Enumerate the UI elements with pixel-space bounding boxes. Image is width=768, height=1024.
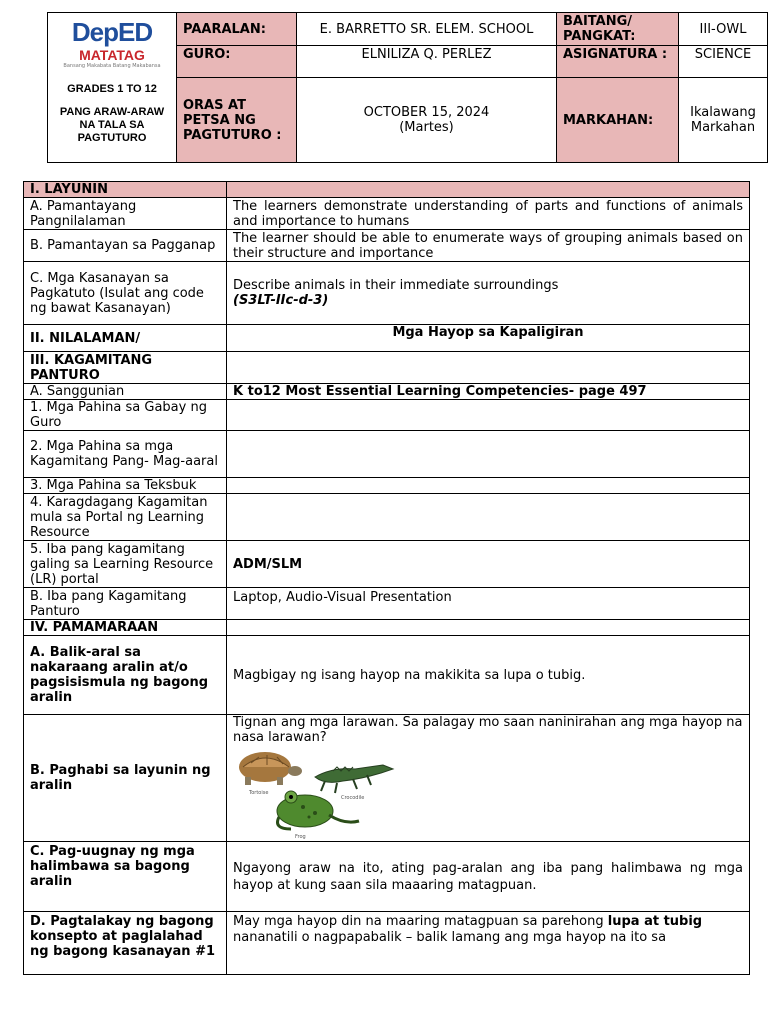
karagdagang-kagamitan-label: 4. Karagdagang Kagamitan mula sa Portal ng Learning Resource: [24, 494, 227, 541]
paghabi-value: Tignan ang mga larawan. Sa palagay mo saan naninirahan ang mga hayop na nasa larawan?: [233, 715, 743, 745]
pamantayang-pangnilalaman-value: The learners demonstrate understanding of parts and functions of animals and importance to humans: [227, 198, 750, 230]
baitang-value: III-OWL: [679, 13, 768, 46]
pag-uugnay-label: C. Pag-uugnay ng mga halimbawa sa bagong aralin: [24, 842, 227, 912]
tortoise-image: [239, 752, 302, 785]
balik-aral-value: Magbigay ng isang hayop na makikita sa lupa o tubig.: [227, 636, 750, 715]
deped-logo: DepED: [71, 17, 153, 47]
pagtalakay-text-a: May mga hayop din na maaring matagpuan sa parehong: [233, 914, 608, 929]
gabay-guro-label: 1. Mga Pahina sa Gabay ng Guro: [24, 400, 227, 431]
lr-portal-label: 5. Iba pang kagamitang galing sa Learning Resource (LR) portal: [24, 541, 227, 588]
pamamaraan-heading: IV. PAMAMARAAN: [24, 620, 227, 636]
kasanayan-cell: [227, 262, 750, 325]
balik-aral-label: A. Balik-aral sa nakaraang aralin at/o pagsisismula ng bagong aralin: [24, 636, 227, 715]
tala-label: PANG ARAW-ARAW NA TALA SA PAGTUTURO: [59, 106, 165, 144]
nilalaman-heading: II. NILALAMAN/: [24, 325, 227, 352]
logo-cell: [48, 13, 177, 163]
baitang-label: BAITANG/ PANGKAT:: [557, 13, 679, 46]
date-value: OCTOBER 15, 2024: [363, 105, 490, 120]
paghabi-label: B. Paghabi sa layunin ng aralin: [24, 715, 227, 842]
asignatura-label: ASIGNATURA :: [557, 46, 679, 78]
teksbuk-value: [227, 478, 750, 494]
layunin-heading: I. LAYUNIN: [24, 182, 227, 198]
sanggunian-label: A. Sanggunian: [24, 384, 227, 400]
animal-illustrations: [233, 745, 753, 837]
layunin-empty: [227, 182, 750, 198]
header-table: [47, 12, 768, 163]
kagamitang-mag-aaral-value: [227, 431, 750, 478]
nilalaman-value: Mga Hayop sa Kapaligiran: [227, 325, 750, 352]
kasanayan-value: Describe animals in their immediate surroundings: [233, 278, 559, 293]
paghabi-cell: [227, 715, 750, 842]
guro-label: GURO:: [177, 46, 297, 78]
pagtalakay-label: D. Pagtalakay ng bagong konsepto at paglalahad ng bagong kasanayan #1: [24, 912, 227, 975]
kagamitang-mag-aaral-label: 2. Mga Pahina sa mga Kagamitang Pang- Mag-aaral: [24, 431, 227, 478]
markahan-label: MARKAHAN:: [557, 78, 679, 163]
paaralan-value: E. BARRETTO SR. ELEM. SCHOOL: [297, 13, 557, 46]
markahan-value: Ikalawang Markahan: [679, 78, 768, 163]
pagtalakay-text-b: nananatili o nagpapabalik – balik lamang ang mga hayop na ito sa: [233, 930, 667, 945]
guro-value: ELNILIZA Q. PERLEZ: [297, 46, 557, 78]
logo-tagline: Bansang Makabata Batang Makabansa: [63, 63, 161, 69]
kasanayan-code: (S3LT-IIc-d-3): [233, 293, 329, 308]
animal-pictures: [233, 745, 743, 840]
crocodile-image: [315, 765, 393, 793]
pagtalakay-cell: [227, 912, 750, 975]
pag-uugnay-value: Ngayong araw na ito, ating pag-aralan ang iba pang halimbawa ng mga hayop at kung saan sila maaaring matagpuan.: [227, 842, 750, 912]
iba-kagamitan-label: B. Iba pang Kagamitang Panturo: [24, 588, 227, 620]
day-value: (Martes): [399, 120, 454, 135]
kasanayan-label: C. Mga Kasanayan sa Pagkatuto (Isulat ang code ng bawat Kasanayan): [24, 262, 227, 325]
paaralan-label: PAARALAN:: [177, 13, 297, 46]
crocodile-caption: Crocodile: [341, 795, 365, 801]
sanggunian-value: K to12 Most Essential Learning Competencies- page 497: [227, 384, 750, 400]
frog-caption: Frog: [295, 834, 306, 840]
tortoise-caption: Tortoise: [249, 790, 269, 796]
lr-portal-value: ADM/SLM: [227, 541, 750, 588]
pamantayan-pagganap-label: B. Pamantayan sa Pagganap: [24, 230, 227, 262]
asignatura-value: SCIENCE: [679, 46, 768, 78]
pamamaraan-empty: [227, 620, 750, 636]
pagtalakay-bold: lupa at tubig: [607, 914, 703, 929]
kagamitan-heading: III. KAGAMITANG PANTURO: [24, 352, 227, 384]
grades-label: GRADES 1 TO 12: [67, 83, 157, 95]
gabay-guro-value: [227, 400, 750, 431]
teksbuk-label: 3. Mga Pahina sa Teksbuk: [24, 478, 227, 494]
date-cell: [297, 78, 557, 163]
lesson-plan-table: [23, 181, 750, 975]
oras-label: ORAS AT PETSA NG PAGTUTURO :: [177, 78, 297, 163]
kagamitan-empty: [227, 352, 750, 384]
matatag-logo: MATATAG: [79, 47, 145, 63]
karagdagang-kagamitan-value: [227, 494, 750, 541]
pamantayang-pangnilalaman-label: A. Pamantayang Pangnilalaman: [24, 198, 227, 230]
pamantayan-pagganap-value: The learner should be able to enumerate ways of grouping animals based on their structure and importance: [227, 230, 750, 262]
iba-kagamitan-value: Laptop, Audio-Visual Presentation: [227, 588, 750, 620]
